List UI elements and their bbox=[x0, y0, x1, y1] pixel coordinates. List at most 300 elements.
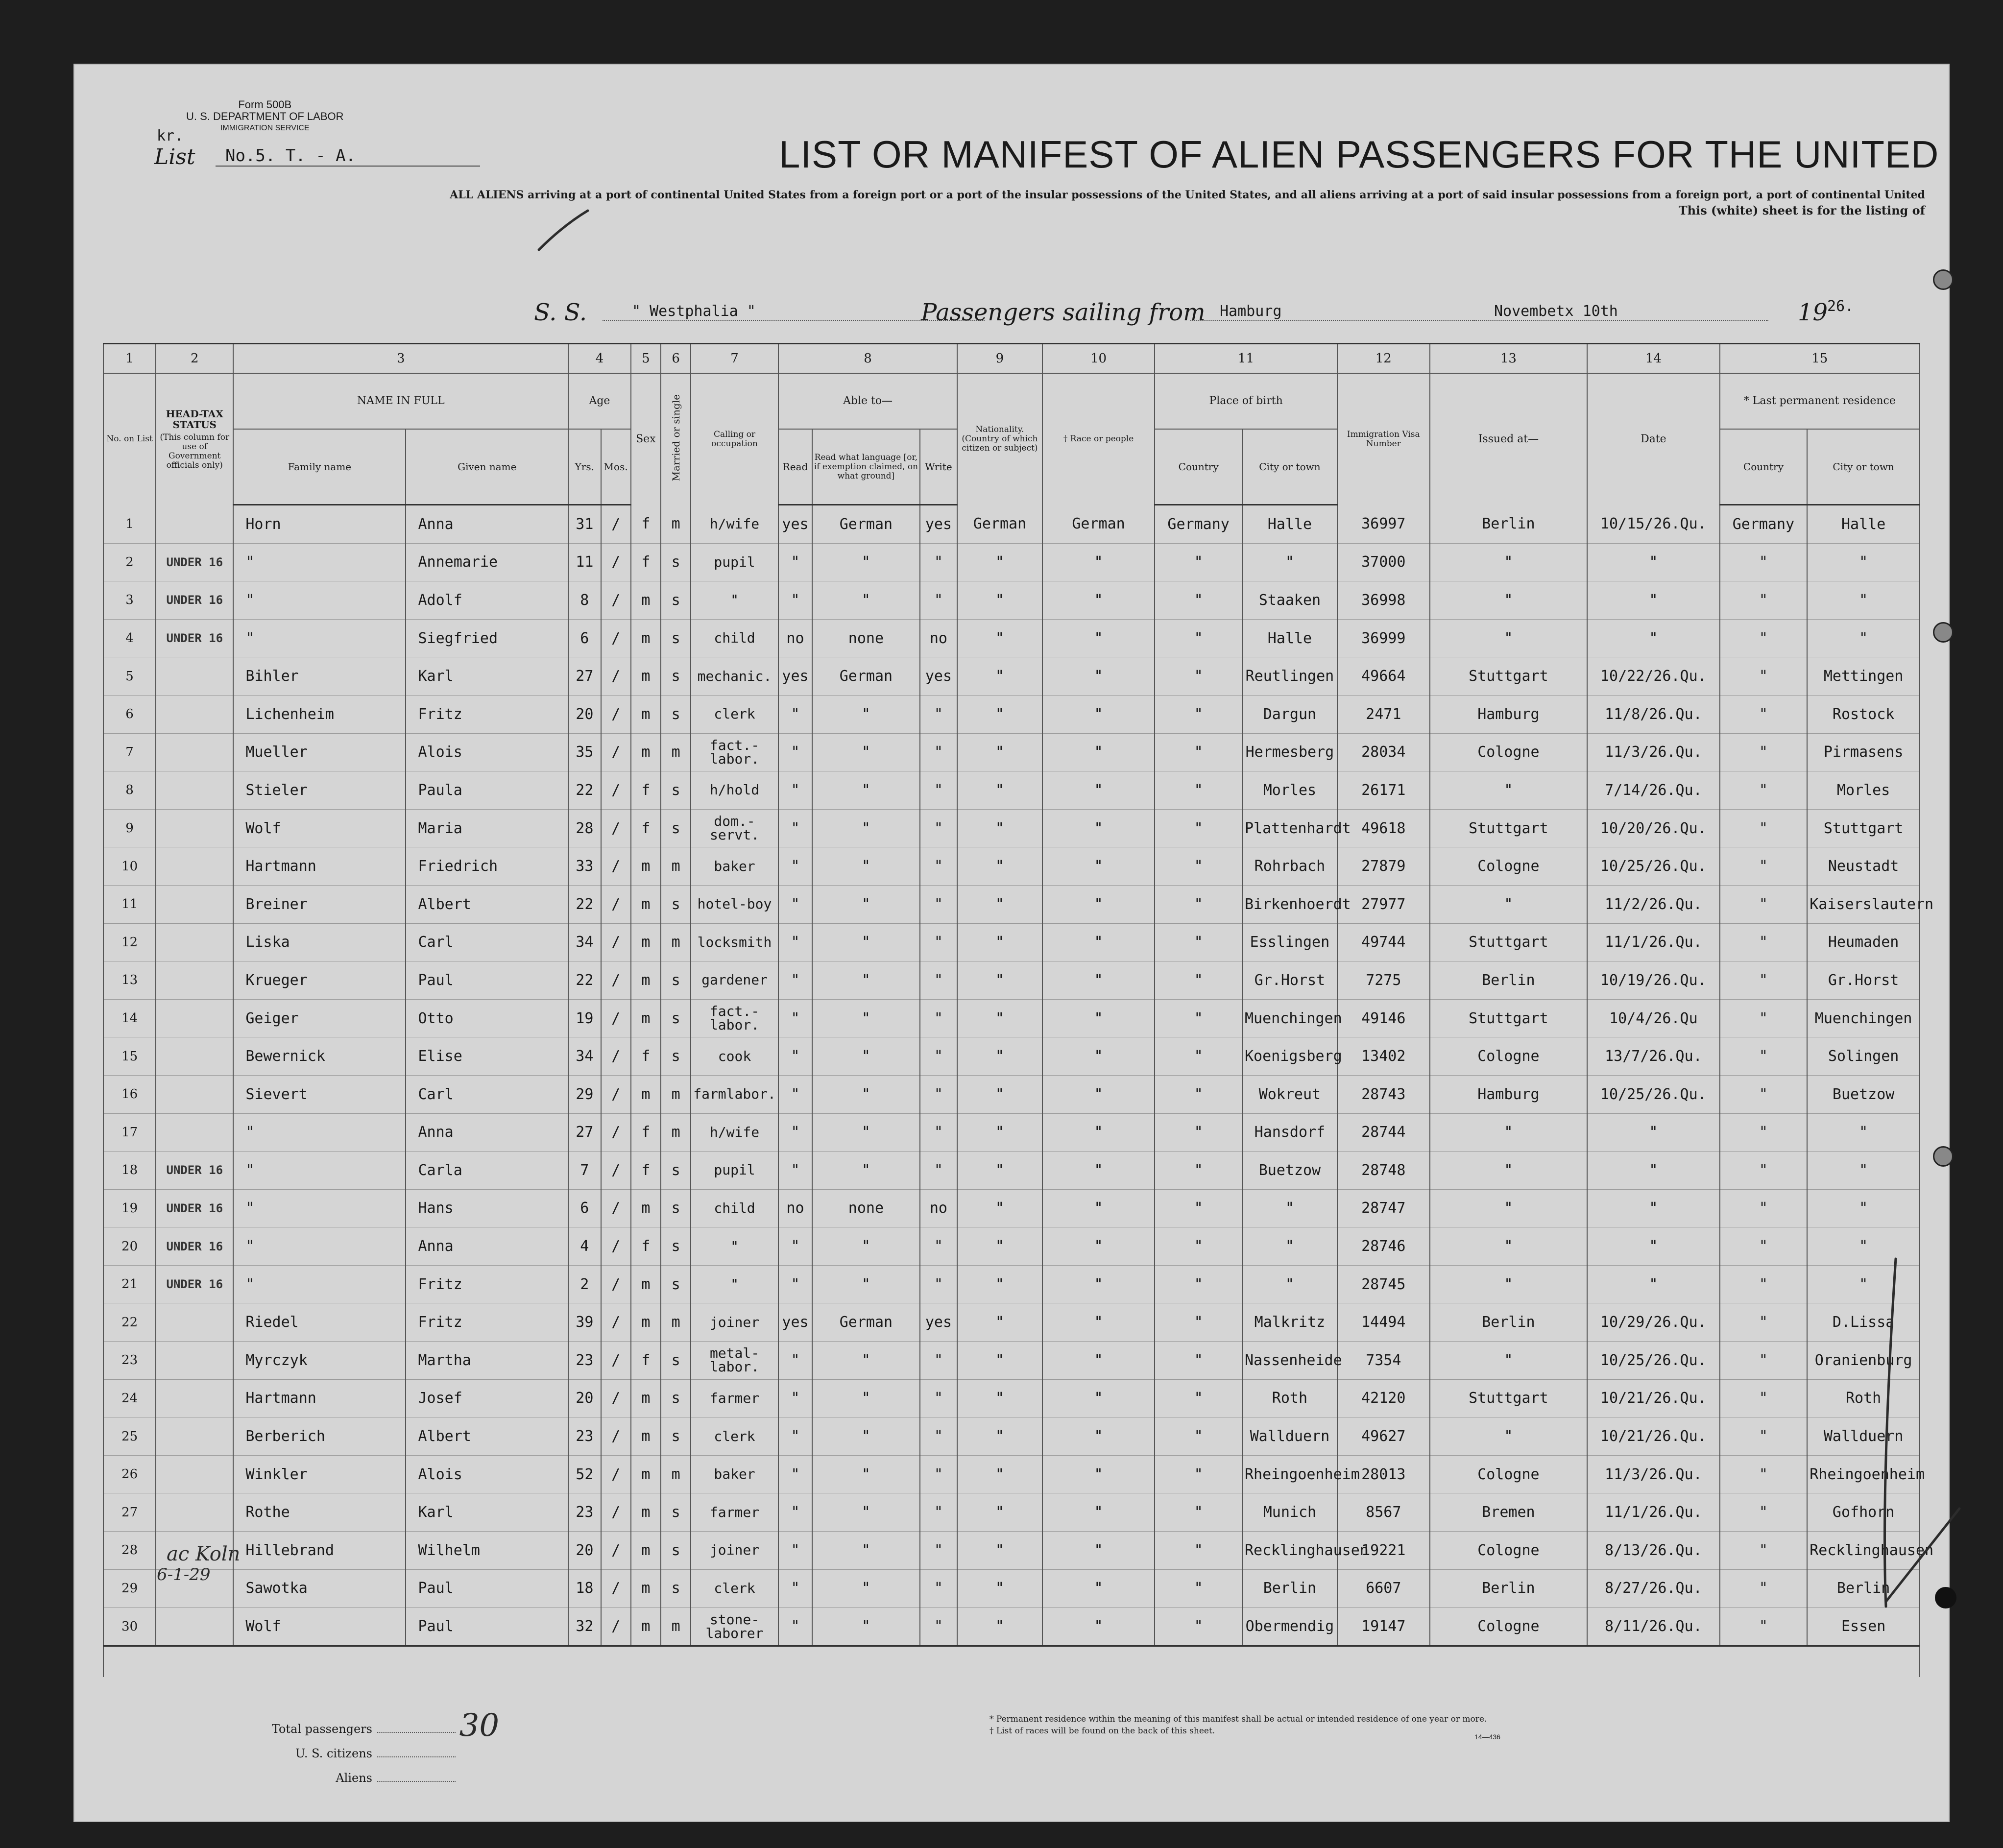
race: " bbox=[1042, 847, 1155, 886]
visa-date: 10/20/26.Qu. bbox=[1587, 809, 1719, 847]
family-name: Horn bbox=[233, 505, 406, 544]
race: " bbox=[1042, 1189, 1155, 1227]
can-read: yes bbox=[778, 657, 812, 696]
marital-status: m bbox=[661, 923, 691, 961]
birth-country: " bbox=[1155, 1303, 1242, 1342]
given-name: Maria bbox=[406, 809, 568, 847]
visa-date: 11/1/26.Qu. bbox=[1587, 923, 1719, 961]
read-language: " bbox=[812, 1608, 919, 1646]
occupation: baker bbox=[691, 1455, 778, 1493]
residence-city: Heumaden bbox=[1807, 923, 1920, 961]
can-read: " bbox=[778, 1569, 812, 1608]
visa-number: 28034 bbox=[1337, 733, 1430, 771]
family-name: Hartmann bbox=[233, 847, 406, 886]
can-read: yes bbox=[778, 1303, 812, 1342]
can-read: " bbox=[778, 1455, 812, 1493]
birth-city: Birkenhoerdt bbox=[1242, 885, 1337, 923]
given-name: Annemarie bbox=[406, 543, 568, 581]
head-tax-status: UNDER 16 bbox=[156, 581, 233, 620]
race: " bbox=[1042, 657, 1155, 696]
birth-country: " bbox=[1155, 847, 1242, 886]
given-name: Paul bbox=[406, 1608, 568, 1646]
birth-city: Rohrbach bbox=[1242, 847, 1337, 886]
nationality: " bbox=[957, 581, 1042, 620]
residence-city: " bbox=[1807, 619, 1920, 657]
row-number: 24 bbox=[103, 1379, 156, 1417]
family-name: " bbox=[233, 581, 406, 620]
visa-number: 37000 bbox=[1337, 543, 1430, 581]
occupation: farmer bbox=[691, 1379, 778, 1417]
race: " bbox=[1042, 999, 1155, 1037]
birth-country: " bbox=[1155, 657, 1242, 696]
age-years: 29 bbox=[568, 1075, 601, 1113]
marital-status: m bbox=[661, 1455, 691, 1493]
sex: f bbox=[631, 1342, 661, 1380]
sex: f bbox=[631, 1113, 661, 1152]
birth-city: Obermendig bbox=[1242, 1608, 1337, 1646]
marital-status: s bbox=[661, 657, 691, 696]
birth-country: " bbox=[1155, 923, 1242, 961]
occupation: child bbox=[691, 1189, 778, 1227]
visa-date: 7/14/26.Qu. bbox=[1587, 771, 1719, 810]
marital-status: s bbox=[661, 619, 691, 657]
residence-country: " bbox=[1720, 809, 1808, 847]
occupation: h/wife bbox=[691, 1113, 778, 1152]
binder-hole bbox=[1933, 1146, 1954, 1167]
age-years: 23 bbox=[568, 1342, 601, 1380]
row-number: 10 bbox=[103, 847, 156, 886]
age-years: 23 bbox=[568, 1417, 601, 1456]
head-tax-status: UNDER 16 bbox=[156, 619, 233, 657]
residence-city: Pirmasens bbox=[1807, 733, 1920, 771]
can-read: " bbox=[778, 847, 812, 886]
family-name: Lichenheim bbox=[233, 695, 406, 733]
family-name: Riedel bbox=[233, 1303, 406, 1342]
handwritten-marks bbox=[73, 64, 1950, 1822]
can-read: " bbox=[778, 1532, 812, 1570]
can-read: " bbox=[778, 1265, 812, 1303]
nationality: " bbox=[957, 1265, 1042, 1303]
residence-city: " bbox=[1807, 581, 1920, 620]
nationality: " bbox=[957, 1342, 1042, 1380]
birth-city: Esslingen bbox=[1242, 923, 1337, 961]
header-no: No. on List bbox=[103, 373, 156, 505]
age-months: / bbox=[601, 543, 631, 581]
head-tax-status: UNDER 16 bbox=[156, 1265, 233, 1303]
read-language: " bbox=[812, 923, 919, 961]
visa-number: 28746 bbox=[1337, 1227, 1430, 1266]
read-language: " bbox=[812, 1455, 919, 1493]
row-number: 6 bbox=[103, 695, 156, 733]
age-months: / bbox=[601, 809, 631, 847]
nationality: " bbox=[957, 1608, 1042, 1646]
age-months: / bbox=[601, 1379, 631, 1417]
marital-status: m bbox=[661, 1303, 691, 1342]
race: " bbox=[1042, 809, 1155, 847]
residence-country: " bbox=[1720, 1303, 1808, 1342]
can-write: yes bbox=[920, 1303, 958, 1342]
age-months: / bbox=[601, 505, 631, 544]
read-language: " bbox=[812, 1569, 919, 1608]
row-number: 22 bbox=[103, 1303, 156, 1342]
visa-date: 10/25/26.Qu. bbox=[1587, 1075, 1719, 1113]
read-language: German bbox=[812, 505, 919, 544]
residence-country: " bbox=[1720, 847, 1808, 886]
read-language: " bbox=[812, 961, 919, 1000]
visa-number: 28747 bbox=[1337, 1189, 1430, 1227]
residence-country: " bbox=[1720, 1342, 1808, 1380]
visa-date: 8/27/26.Qu. bbox=[1587, 1569, 1719, 1608]
can-write: " bbox=[920, 1569, 958, 1608]
visa-issued-at: Stuttgart bbox=[1430, 923, 1587, 961]
birth-city: Munich bbox=[1242, 1493, 1337, 1532]
birth-country: " bbox=[1155, 1569, 1242, 1608]
can-read: " bbox=[778, 581, 812, 620]
can-write: " bbox=[920, 885, 958, 923]
occupation: fact.-labor. bbox=[691, 999, 778, 1037]
margin-pen-line bbox=[1885, 1259, 1896, 1607]
read-language: " bbox=[812, 695, 919, 733]
visa-number: 42120 bbox=[1337, 1379, 1430, 1417]
read-language: " bbox=[812, 1493, 919, 1532]
birth-country: " bbox=[1155, 1227, 1242, 1266]
visa-number: 49618 bbox=[1337, 809, 1430, 847]
age-years: 39 bbox=[568, 1303, 601, 1342]
visa-date: 11/2/26.Qu. bbox=[1587, 885, 1719, 923]
can-write: " bbox=[920, 1152, 958, 1190]
sex: m bbox=[631, 581, 661, 620]
read-language: none bbox=[812, 619, 919, 657]
given-name: Karl bbox=[406, 1493, 568, 1532]
residence-city: Mettingen bbox=[1807, 657, 1920, 696]
birth-country: " bbox=[1155, 1265, 1242, 1303]
occupation: " bbox=[691, 1265, 778, 1303]
residence-country: " bbox=[1720, 1379, 1808, 1417]
occupation: pupil bbox=[691, 543, 778, 581]
visa-issued-at: " bbox=[1430, 543, 1587, 581]
nationality: " bbox=[957, 923, 1042, 961]
header-res-city: City or town bbox=[1807, 429, 1920, 505]
marital-status: s bbox=[661, 1379, 691, 1417]
birth-city: " bbox=[1242, 1265, 1337, 1303]
col-num: 8 bbox=[778, 344, 957, 374]
residence-city: " bbox=[1807, 1152, 1920, 1190]
birth-country: " bbox=[1155, 581, 1242, 620]
read-language: " bbox=[812, 999, 919, 1037]
birth-city: Recklinghausen bbox=[1242, 1532, 1337, 1570]
residence-country: " bbox=[1720, 1493, 1808, 1532]
residence-country: " bbox=[1720, 619, 1808, 657]
visa-issued-at: Berlin bbox=[1430, 961, 1587, 1000]
birth-country: " bbox=[1155, 999, 1242, 1037]
birth-city: Halle bbox=[1242, 505, 1337, 544]
header-race: † Race or people bbox=[1042, 373, 1155, 505]
sex: f bbox=[631, 771, 661, 810]
race: " bbox=[1042, 581, 1155, 620]
read-language: " bbox=[812, 1152, 919, 1190]
age-years: 20 bbox=[568, 695, 601, 733]
race: " bbox=[1042, 1227, 1155, 1266]
given-name: Otto bbox=[406, 999, 568, 1037]
can-write: " bbox=[920, 961, 958, 1000]
col-num: 3 bbox=[233, 344, 568, 374]
residence-city: Wallduern bbox=[1807, 1417, 1920, 1456]
visa-issued-at: Cologne bbox=[1430, 733, 1587, 771]
occupation: farmer bbox=[691, 1493, 778, 1532]
visa-date: 10/19/26.Qu. bbox=[1587, 961, 1719, 1000]
sex: m bbox=[631, 1417, 661, 1456]
visa-number: 36998 bbox=[1337, 581, 1430, 620]
residence-country: " bbox=[1720, 1455, 1808, 1493]
birth-city: Halle bbox=[1242, 619, 1337, 657]
can-write: " bbox=[920, 1265, 958, 1303]
total-passengers-label: Total passengers bbox=[271, 1722, 372, 1736]
col-num: 15 bbox=[1720, 344, 1920, 374]
row-number: 3 bbox=[103, 581, 156, 620]
residence-country: " bbox=[1720, 733, 1808, 771]
age-years: 6 bbox=[568, 1189, 601, 1227]
birth-country: " bbox=[1155, 1493, 1242, 1532]
visa-number: 19147 bbox=[1337, 1608, 1430, 1646]
can-read: " bbox=[778, 1379, 812, 1417]
footnote-2: † List of races will be found on the back of this sheet. bbox=[989, 1726, 1215, 1736]
residence-city: Gr.Horst bbox=[1807, 961, 1920, 1000]
can-write: " bbox=[920, 695, 958, 733]
given-name: Alois bbox=[406, 1455, 568, 1493]
visa-date: 11/3/26.Qu. bbox=[1587, 733, 1719, 771]
residence-country: " bbox=[1720, 961, 1808, 1000]
birth-city: Roth bbox=[1242, 1379, 1337, 1417]
age-years: 7 bbox=[568, 1152, 601, 1190]
form-number: Form 500B bbox=[238, 98, 292, 111]
nationality: " bbox=[957, 1379, 1042, 1417]
sex: m bbox=[631, 1493, 661, 1532]
subtitle-line-1: ALL ALIENS arriving at a port of continental United States from a foreign port or a port of the insular possessions of the United States, and all aliens arriving at a port of said insular possessions from a foreign port, a port of continental United bbox=[450, 189, 1925, 201]
visa-number: 19221 bbox=[1337, 1532, 1430, 1570]
marital-status: m bbox=[661, 733, 691, 771]
can-read: " bbox=[778, 1417, 812, 1456]
visa-issued-at: " bbox=[1430, 1342, 1587, 1380]
sex: m bbox=[631, 1569, 661, 1608]
family-name: Liska bbox=[233, 923, 406, 961]
row-number: 29 bbox=[103, 1569, 156, 1608]
occupation: clerk bbox=[691, 1569, 778, 1608]
sex: f bbox=[631, 1227, 661, 1266]
header-language: Read what language [or, if exemption claimed, on what ground] bbox=[812, 429, 919, 505]
residence-country: " bbox=[1720, 1417, 1808, 1456]
header-read: Read bbox=[778, 429, 812, 505]
family-name: Hartmann bbox=[233, 1379, 406, 1417]
read-language: " bbox=[812, 1113, 919, 1152]
row-number: 25 bbox=[103, 1417, 156, 1456]
sex: m bbox=[631, 847, 661, 886]
residence-country: " bbox=[1720, 923, 1808, 961]
nationality: " bbox=[957, 999, 1042, 1037]
visa-issued-at: Berlin bbox=[1430, 505, 1587, 544]
family-name: " bbox=[233, 1227, 406, 1266]
birth-city: " bbox=[1242, 543, 1337, 581]
residence-city: Berlin bbox=[1807, 1569, 1920, 1608]
race: " bbox=[1042, 923, 1155, 961]
occupation: h/wife bbox=[691, 505, 778, 544]
nationality: " bbox=[957, 1152, 1042, 1190]
family-name: Wolf bbox=[233, 809, 406, 847]
visa-issued-at: " bbox=[1430, 1227, 1587, 1266]
birth-country: " bbox=[1155, 619, 1242, 657]
residence-city: " bbox=[1807, 543, 1920, 581]
age-months: / bbox=[601, 885, 631, 923]
visa-date: 11/3/26.Qu. bbox=[1587, 1455, 1719, 1493]
row-number: 20 bbox=[103, 1227, 156, 1266]
manifest-sheet bbox=[73, 64, 1950, 1822]
nationality: " bbox=[957, 1303, 1042, 1342]
visa-date: 13/7/26.Qu. bbox=[1587, 1037, 1719, 1076]
can-write: " bbox=[920, 1417, 958, 1456]
residence-country: " bbox=[1720, 657, 1808, 696]
row-number: 30 bbox=[103, 1608, 156, 1646]
nationality: " bbox=[957, 1569, 1042, 1608]
age-months: / bbox=[601, 1417, 631, 1456]
can-read: " bbox=[778, 1342, 812, 1380]
read-language: " bbox=[812, 1417, 919, 1456]
birth-city: " bbox=[1242, 1227, 1337, 1266]
visa-issued-at: " bbox=[1430, 885, 1587, 923]
row-number: 2 bbox=[103, 543, 156, 581]
service-name: IMMIGRATION SERVICE bbox=[220, 124, 310, 132]
age-months: / bbox=[601, 657, 631, 696]
pen-tick bbox=[539, 211, 588, 250]
age-months: / bbox=[601, 695, 631, 733]
birth-city: Wallduern bbox=[1242, 1417, 1337, 1456]
visa-issued-at: " bbox=[1430, 619, 1587, 657]
visa-date: " bbox=[1587, 1113, 1719, 1152]
marital-status: s bbox=[661, 1152, 691, 1190]
given-name: Martha bbox=[406, 1342, 568, 1380]
read-language: German bbox=[812, 1303, 919, 1342]
family-name: " bbox=[233, 1189, 406, 1227]
can-read: " bbox=[778, 1152, 812, 1190]
sex: m bbox=[631, 1532, 661, 1570]
can-write: " bbox=[920, 1379, 958, 1417]
col-num: 2 bbox=[156, 344, 233, 374]
visa-number: 49627 bbox=[1337, 1417, 1430, 1456]
birth-city: Koenigsberg bbox=[1242, 1037, 1337, 1076]
residence-city: Essen bbox=[1807, 1608, 1920, 1646]
visa-number: 7354 bbox=[1337, 1342, 1430, 1380]
can-write: " bbox=[920, 1037, 958, 1076]
read-language: " bbox=[812, 1075, 919, 1113]
family-name: Mueller bbox=[233, 733, 406, 771]
visa-date: 10/22/26.Qu. bbox=[1587, 657, 1719, 696]
residence-city: " bbox=[1807, 1265, 1920, 1303]
age-years: 20 bbox=[568, 1379, 601, 1417]
can-read: " bbox=[778, 961, 812, 1000]
row-number: 27 bbox=[103, 1493, 156, 1532]
can-write: " bbox=[920, 733, 958, 771]
visa-number: 49146 bbox=[1337, 999, 1430, 1037]
given-name: Hans bbox=[406, 1189, 568, 1227]
can-write: " bbox=[920, 999, 958, 1037]
read-language: " bbox=[812, 771, 919, 810]
sex: m bbox=[631, 961, 661, 1000]
residence-country: " bbox=[1720, 1037, 1808, 1076]
footnote-1: * Permanent residence within the meaning of this manifest shall be actual or intended residence of one year or more. bbox=[989, 1714, 1487, 1724]
row-number: 19 bbox=[103, 1189, 156, 1227]
departure-port: Hamburg bbox=[1190, 303, 1474, 321]
status-note: (This column for use of Government officials only) bbox=[160, 432, 230, 470]
race: " bbox=[1042, 1493, 1155, 1532]
birth-country: " bbox=[1155, 809, 1242, 847]
row-number: 4 bbox=[103, 619, 156, 657]
row-number: 16 bbox=[103, 1075, 156, 1113]
nationality: " bbox=[957, 961, 1042, 1000]
birth-country: " bbox=[1155, 1379, 1242, 1417]
age-months: / bbox=[601, 1493, 631, 1532]
age-months: / bbox=[601, 1113, 631, 1152]
age-months: / bbox=[601, 923, 631, 961]
year-suffix: 26. bbox=[1827, 298, 1854, 315]
visa-number: 28013 bbox=[1337, 1455, 1430, 1493]
visa-number: 28748 bbox=[1337, 1152, 1430, 1190]
given-name: Wilhelm bbox=[406, 1532, 568, 1570]
birth-city: Nassenheide bbox=[1242, 1342, 1337, 1380]
birth-country: Germany bbox=[1155, 505, 1242, 544]
page-title: LIST OR MANIFEST OF ALIEN PASSENGERS FOR THE UNITED bbox=[779, 133, 1939, 176]
visa-number: 27977 bbox=[1337, 885, 1430, 923]
binder-hole bbox=[1933, 622, 1954, 643]
occupation: joiner bbox=[691, 1303, 778, 1342]
read-language: " bbox=[812, 809, 919, 847]
race: " bbox=[1042, 733, 1155, 771]
age-months: / bbox=[601, 1455, 631, 1493]
head-tax-status: UNDER 16 bbox=[156, 1227, 233, 1266]
visa-number: 14494 bbox=[1337, 1303, 1430, 1342]
family-name: Bewernick bbox=[233, 1037, 406, 1076]
family-name: Myrczyk bbox=[233, 1342, 406, 1380]
sex: m bbox=[631, 923, 661, 961]
age-months: / bbox=[601, 1152, 631, 1190]
age-months: / bbox=[601, 1189, 631, 1227]
birth-city: Muenchingen bbox=[1242, 999, 1337, 1037]
col-num: 10 bbox=[1042, 344, 1155, 374]
occupation: child bbox=[691, 619, 778, 657]
visa-date: " bbox=[1587, 1265, 1719, 1303]
header-issued: Issued at— bbox=[1430, 373, 1587, 505]
can-write: " bbox=[920, 1455, 958, 1493]
ss-label: S. S. bbox=[534, 299, 587, 326]
sex: f bbox=[631, 1037, 661, 1076]
birth-country: " bbox=[1155, 1417, 1242, 1456]
birth-country: " bbox=[1155, 885, 1242, 923]
race: " bbox=[1042, 1152, 1155, 1190]
age-years: 23 bbox=[568, 1493, 601, 1532]
sex: f bbox=[631, 505, 661, 544]
can-read: " bbox=[778, 543, 812, 581]
can-write: " bbox=[920, 1342, 958, 1380]
header-able: Able to— bbox=[778, 373, 957, 429]
race: " bbox=[1042, 695, 1155, 733]
marital-status: s bbox=[661, 1532, 691, 1570]
residence-country: " bbox=[1720, 1075, 1808, 1113]
read-language: " bbox=[812, 885, 919, 923]
visa-number: 49744 bbox=[1337, 923, 1430, 961]
birth-city: Buetzow bbox=[1242, 1152, 1337, 1190]
visa-issued-at: " bbox=[1430, 1417, 1587, 1456]
age-years: 19 bbox=[568, 999, 601, 1037]
occupation: fact.-labor. bbox=[691, 733, 778, 771]
occupation: h/hold bbox=[691, 771, 778, 810]
marital-status: s bbox=[661, 1569, 691, 1608]
